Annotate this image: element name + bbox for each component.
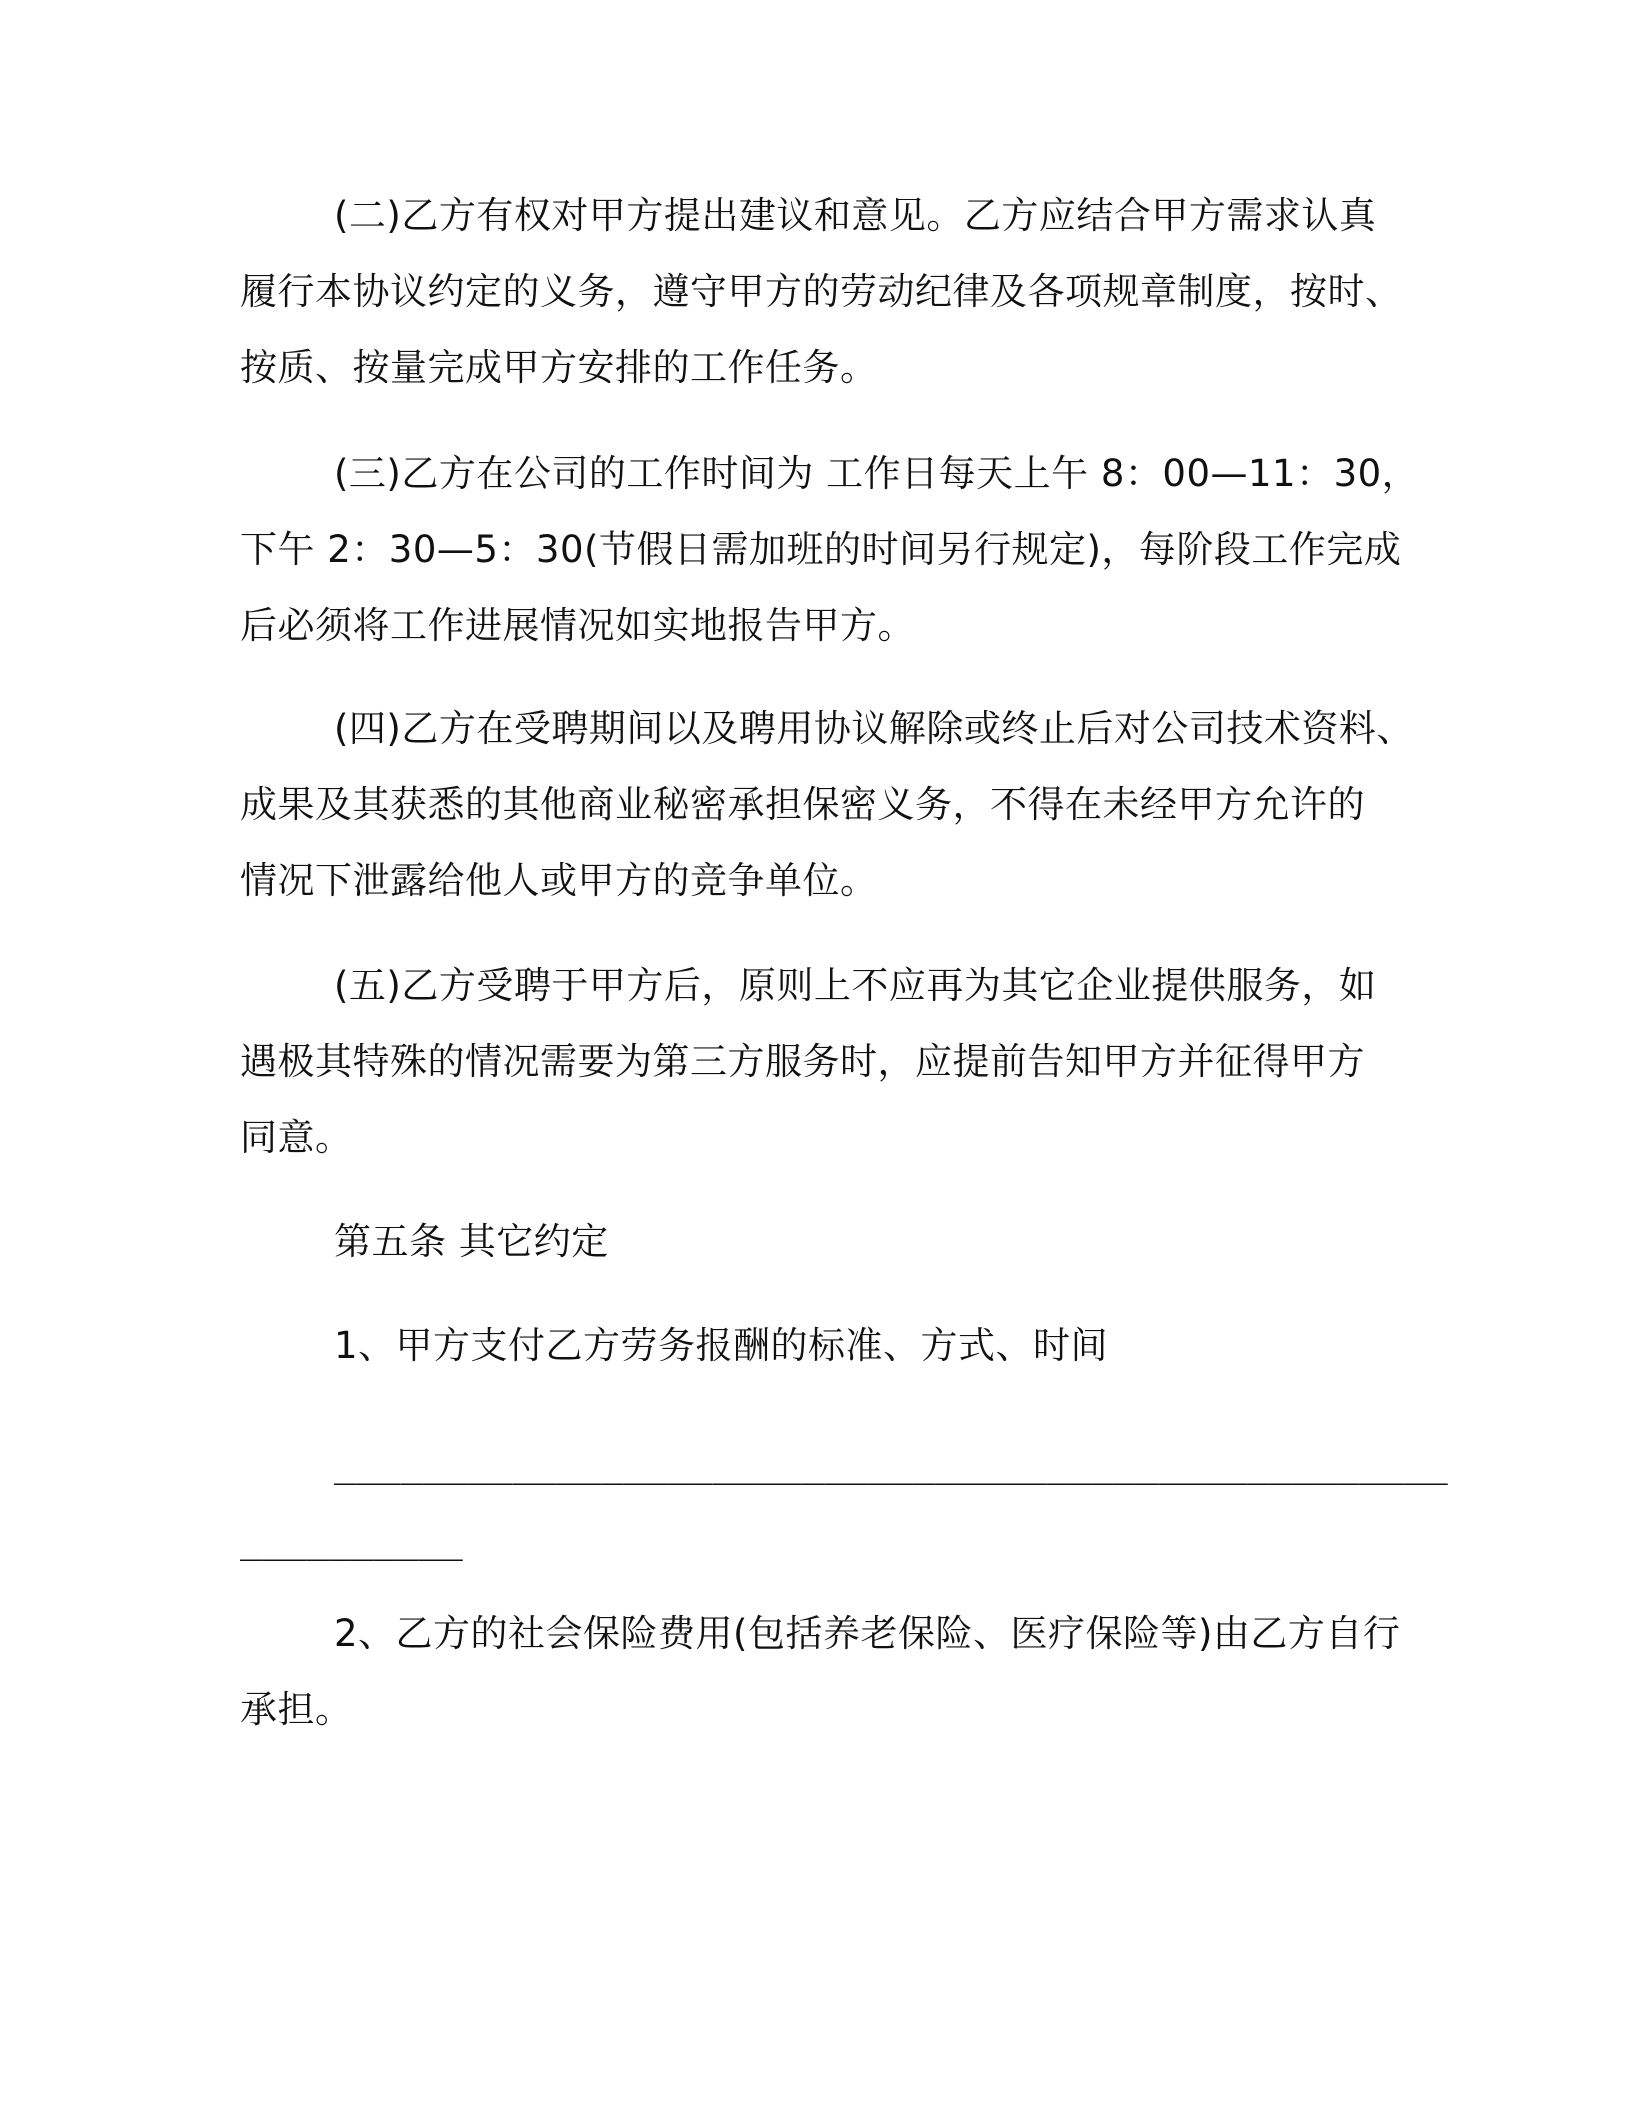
paragraph-4-line-2: 成果及其获悉的其他商业秘密承担保密义务，不得在未经甲方允许的	[240, 783, 1365, 826]
section-heading: 第五条 其它约定	[334, 1220, 609, 1263]
fill-in-blank-line-1: __________________________________________________	[334, 1442, 1448, 1485]
paragraph-4-line-3: 情况下泄露给他人或甲方的竞争单位。	[240, 859, 878, 902]
paragraph-5-line-2: 遇极其特殊的情况需要为第三方服务时，应提前告知甲方并征得甲方	[240, 1040, 1365, 1083]
item-1-text: 1、甲方支付乙方劳务报酬的标准、方式、时间	[334, 1324, 1109, 1367]
fill-in-blank-line-2: __________	[240, 1518, 463, 1561]
paragraph-5-line-1: (五)乙方受聘于甲方后，原则上不应再为其它企业提供服务，如	[334, 964, 1377, 1007]
paragraph-5-line-3: 同意。	[240, 1116, 353, 1159]
paragraph-4-line-1: (四)乙方在受聘期间以及聘用协议解除或终止后对公司技术资料、	[334, 707, 1414, 750]
paragraph-3-line-1: (三)乙方在公司的工作时间为 工作日每天上午 8：00—11：30，	[334, 452, 1420, 495]
item-2-line-1: 2、乙方的社会保险费用(包括养老保险、医疗保险等)由乙方自行	[334, 1612, 1401, 1655]
paragraph-3-line-3: 后必须将工作进展情况如实地报告甲方。	[240, 604, 915, 647]
paragraph-2-line-3: 按质、按量完成甲方安排的工作任务。	[240, 346, 878, 389]
item-2-line-2: 承担。	[240, 1688, 353, 1731]
paragraph-2-line-2: 履行本协议约定的义务，遵守甲方的劳动纪律及各项规章制度，按时、	[240, 270, 1403, 313]
paragraph-3-line-2: 下午 2：30—5：30(节假日需加班的时间另行规定)，每阶段工作完成	[240, 528, 1402, 571]
paragraph-2-line-1: (二)乙方有权对甲方提出建议和意见。乙方应结合甲方需求认真	[334, 194, 1377, 237]
